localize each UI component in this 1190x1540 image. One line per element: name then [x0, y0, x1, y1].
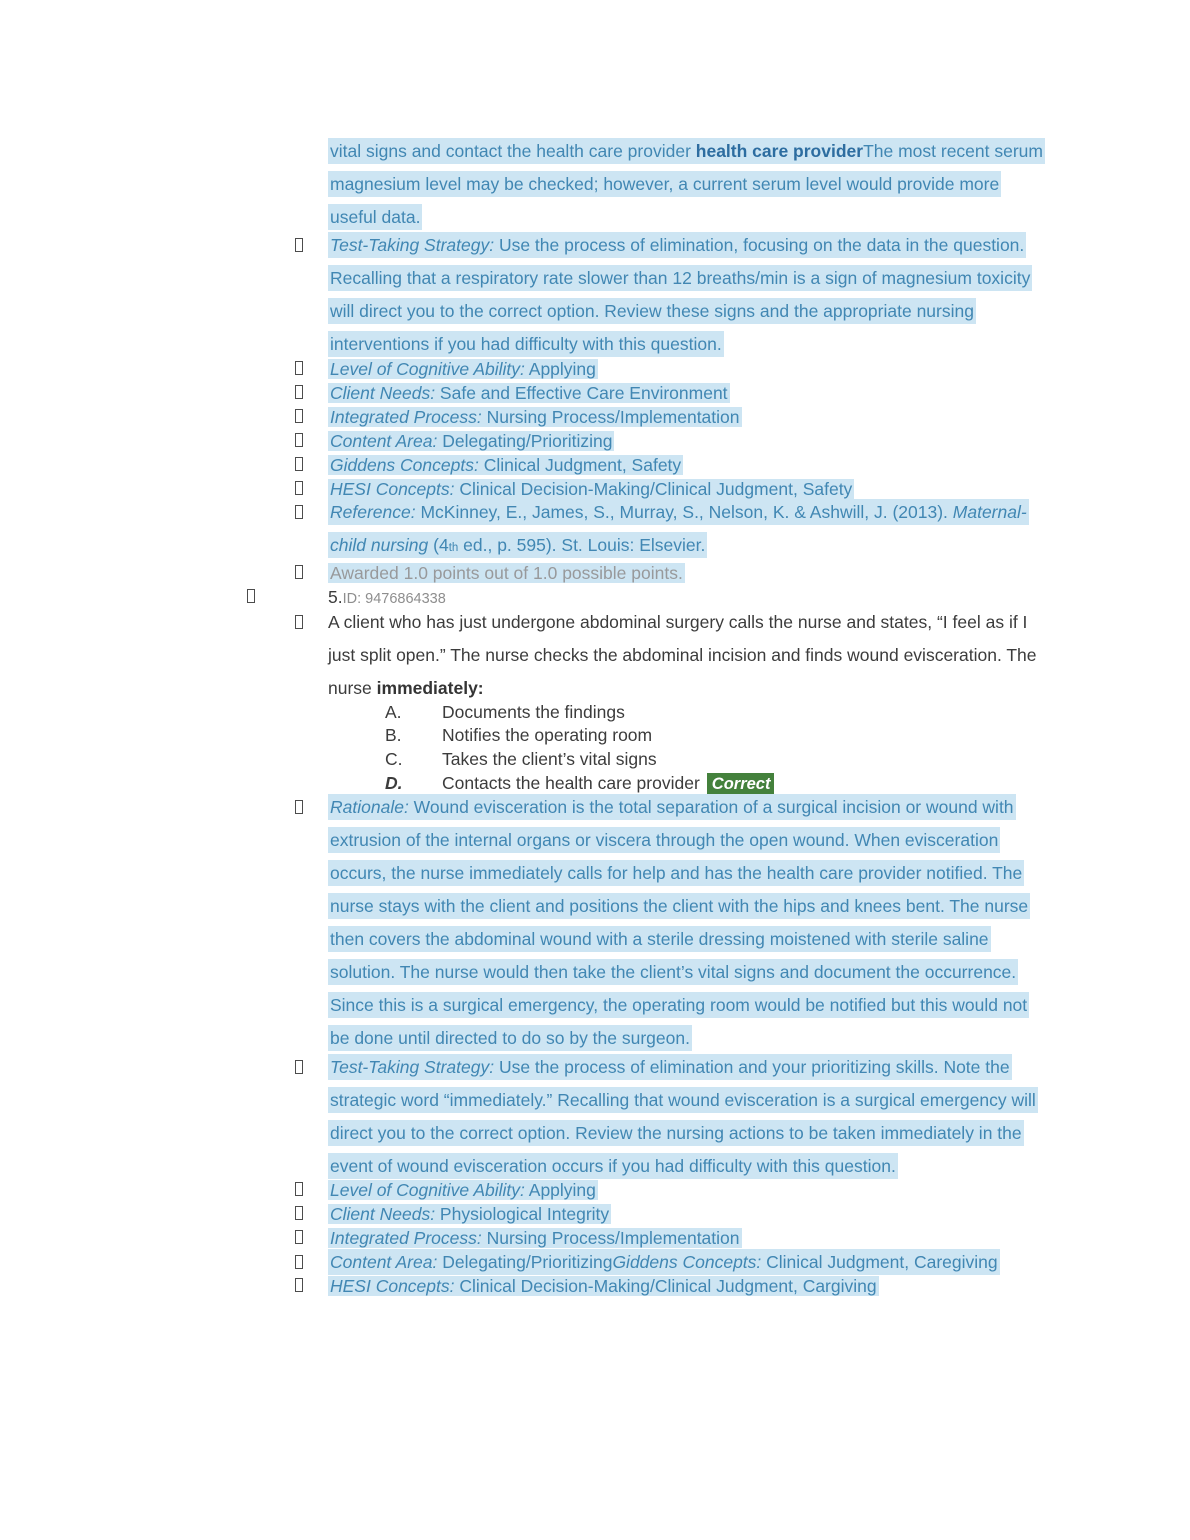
client-needs-item — [328, 381, 1048, 405]
field-label: Giddens Concepts: — [612, 1251, 762, 1272]
bullet-box-icon — [295, 1060, 303, 1074]
field-label: Content Area: — [330, 430, 438, 451]
test-taking-strategy-item — [328, 1051, 1048, 1183]
bullet-box-icon — [295, 505, 303, 519]
field-label: Content Area: — [330, 1251, 438, 1272]
bullet-box-icon — [295, 385, 303, 399]
bullet-box-icon — [247, 589, 255, 603]
highlighted-text — [328, 1180, 598, 1200]
highlighted-text — [328, 1249, 1000, 1275]
bullet-box-icon — [295, 238, 303, 252]
client-needs-item — [328, 1202, 1048, 1226]
option-b-row — [328, 724, 1048, 748]
field-label: Level of Cognitive Ability: — [330, 358, 525, 379]
question-id: ID: 9476864338 — [342, 590, 446, 607]
text-run: McKinney, E., James, S., Murray, S., Nelson, K. & Ashwill, J. (2013). — [415, 502, 953, 522]
option-text: Notifies the operating room — [442, 725, 653, 746]
text-run: Delegating/Prioritizing — [437, 1251, 613, 1272]
option-c-row — [328, 748, 1048, 772]
option-a-row — [328, 701, 1048, 725]
bullet-box-icon — [295, 565, 303, 579]
bullet-box-icon — [295, 409, 303, 423]
answer-continuation-paragraph — [328, 135, 1048, 234]
reference-item — [328, 496, 1048, 565]
book-title: Maternal-child nursing — [330, 502, 1027, 555]
giddens-concepts-item — [328, 453, 1048, 477]
question-number: 5. — [328, 586, 343, 607]
rationale-item — [328, 791, 1048, 1055]
text-run: Safe and Effective Care Environment — [435, 382, 728, 403]
highlighted-text — [328, 1276, 879, 1296]
bullet-box-icon — [295, 481, 303, 495]
highlighted-text — [328, 359, 598, 379]
bullet-box-icon — [295, 1206, 303, 1220]
ordinal-suffix: th — [448, 542, 459, 554]
option-text: Contacts the health care provider — [442, 772, 700, 793]
text-run: Delegating/Prioritizing — [437, 430, 613, 451]
option-letter: B. — [385, 725, 402, 746]
text-run: Nursing Process/Implementation — [481, 1228, 740, 1249]
field-label: Integrated Process: — [330, 406, 482, 427]
highlighted-text — [328, 499, 1029, 558]
text-run: Wound evisceration is the total separation of a surgical incision or wound with extrusion of the internal organs or viscera through the open wound. When evisceration occurs, the nurse immediately calls for help and has the health care provider notified. The nurse stays with the client and positions the client with the hips and knees bent. The nurse then covers the abdominal wound with a sterile dressing moistened with sterile saline solution. The nurse would then take the client’s vital signs and document the occurrence. Since this is a surgical emergency, the operating room would be notified but this would not be done until directed to do so by the surgeon. — [330, 797, 1029, 1049]
highlighted-text — [328, 407, 742, 427]
bullet-box-icon — [295, 800, 303, 814]
field-label: Integrated Process: — [330, 1228, 482, 1249]
options-list — [328, 701, 1048, 796]
text-run: ed., p. 595). St. Louis: Elsevier. — [458, 535, 706, 555]
correct-badge: Correct — [707, 773, 775, 796]
bullet-box-icon — [295, 361, 303, 375]
text-run: Use the process of elimination, focusing on the data in the question. Recalling that a respiratory rate slower than 12 breaths/min is a sign of magnesium toxicity will direct you to the correct option. Review these signs and the appropriate nursing interventions if you had difficulty with this question. — [330, 235, 1031, 354]
bullet-box-icon — [295, 1230, 303, 1244]
text-run: Use the process of elimination and your prioritizing skills. Note the strategic word “immediately.” Recalling that wound evisceration is a surgical emergency will direct you to the correct option. Review the nursing actions to be taken immediately in the event of wound evisceration occurs if you had difficulty with this question. — [330, 1056, 1036, 1176]
text-run: Nursing Process/Implementation — [481, 406, 740, 427]
text-run: Applying — [524, 1180, 596, 1201]
question-stem — [328, 606, 1048, 705]
integrated-process-item — [328, 405, 1048, 429]
text-run: (4 — [428, 535, 449, 555]
field-label: HESI Concepts: — [330, 478, 455, 499]
field-label: HESI Concepts: — [330, 1276, 455, 1297]
highlighted-text — [328, 138, 1045, 230]
awarded-points-item — [328, 561, 1048, 585]
field-label: Client Needs: — [330, 1204, 436, 1225]
bullet-box-icon — [295, 615, 303, 629]
text-run: vital signs and contact the health care provider — [330, 140, 696, 161]
field-label: Reference: — [330, 502, 416, 522]
bold-text-run: immediately: — [376, 678, 484, 698]
text-run: A client who has just undergone abdominal surgery calls the nurse and states, “I feel as if I just split open.” The nurse checks the abdominal incision and finds wound evisceration. The nurse — [328, 612, 1037, 698]
option-letter: D. — [385, 772, 403, 793]
highlighted-text — [328, 1204, 611, 1224]
text-run: Applying — [524, 358, 596, 379]
text-run: Clinical Judgment, Safety — [478, 454, 682, 475]
option-letter: A. — [385, 701, 402, 722]
text-run: Clinical Judgment, Caregiving — [761, 1251, 998, 1272]
awarded-points-text: Awarded 1.0 points out of 1.0 possible points. — [330, 562, 683, 583]
field-label: Test-Taking Strategy: — [330, 1056, 495, 1077]
question-text — [328, 612, 1037, 698]
hesi-concepts-item — [328, 1274, 1048, 1298]
test-taking-strategy-item — [328, 229, 1048, 361]
text-run: Clinical Decision-Making/Clinical Judgment, Cargiving — [454, 1276, 877, 1297]
bullet-box-icon — [295, 1278, 303, 1292]
text-run: The most recent serum magnesium level may be checked; however, a current serum level would provide more useful data. — [330, 140, 1043, 227]
option-letter: C. — [385, 749, 403, 770]
highlighted-text — [328, 431, 614, 451]
text-run: Clinical Decision-Making/Clinical Judgment, Safety — [454, 478, 853, 499]
bullet-box-icon — [295, 457, 303, 471]
highlighted-text — [328, 1054, 1038, 1179]
bullet-box-icon — [295, 1182, 303, 1196]
field-label: Test-Taking Strategy: — [330, 235, 495, 255]
highlighted-text — [328, 455, 683, 475]
content-area-item — [328, 429, 1048, 453]
field-label: Rationale: — [330, 797, 409, 818]
option-text: Takes the client’s vital signs — [442, 749, 657, 770]
text-run: Physiological Integrity — [435, 1204, 610, 1225]
cognitive-ability-item — [328, 1178, 1048, 1202]
field-label: Giddens Concepts: — [330, 454, 479, 475]
cognitive-ability-item — [328, 357, 1048, 381]
field-label: Level of Cognitive Ability: — [330, 1180, 525, 1201]
bullet-box-icon — [295, 1255, 303, 1269]
highlighted-text — [328, 232, 1032, 357]
highlighted-text — [328, 794, 1030, 1051]
option-text: Documents the findings — [442, 701, 625, 722]
bold-text-run: health care provider — [695, 140, 864, 161]
field-label: Client Needs: — [330, 382, 436, 403]
highlighted-text — [328, 383, 730, 403]
bullet-box-icon — [295, 433, 303, 447]
